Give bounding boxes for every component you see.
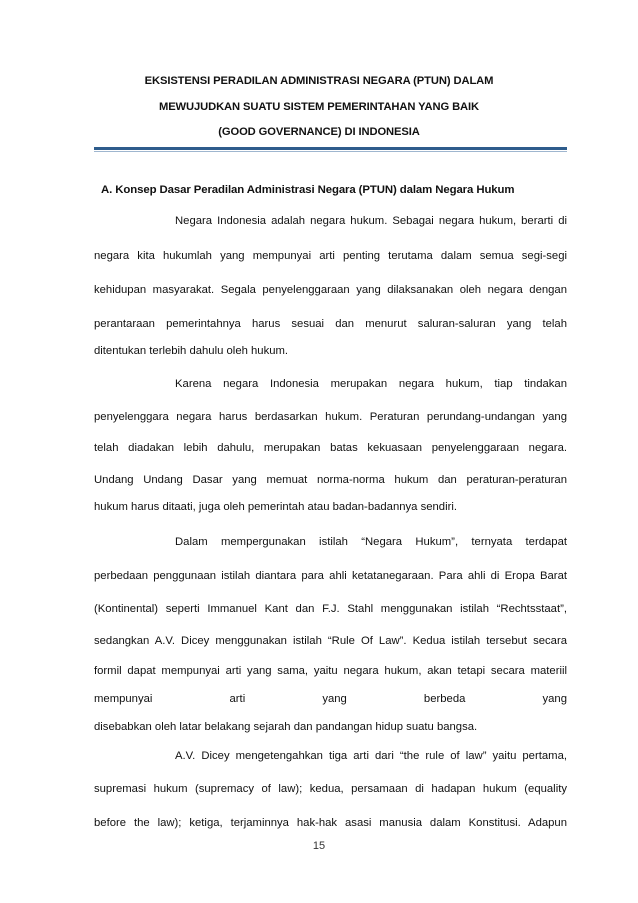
- section-heading: A. Konsep Dasar Peradilan Administrasi Negara (PTUN) dalam Negara Hukum: [101, 184, 515, 196]
- body-line: ditentukan terlebih dahulu oleh hukum.: [94, 345, 289, 357]
- body-line: telah diadakan lebih dahulu, merupakan batas kekuasaan penyelenggaraan negara.: [94, 442, 567, 454]
- body-line: perbedaan penggunaan istilah diantara para ahli ketatanegaraan. Para ahli di Eropa Barat: [94, 570, 567, 582]
- body-line: Dalam mempergunakan istilah “Negara Hukum”, ternyata terdapat: [175, 536, 567, 548]
- body-line: Negara Indonesia adalah negara hukum. Sebagai negara hukum, berarti di: [175, 215, 567, 227]
- body-line: disebabkan oleh latar belakang sejarah dan pandangan hidup suatu bangsa.: [94, 721, 478, 733]
- body-line: sedangkan A.V. Dicey menggunakan istilah “Rule Of Law”. Kedua istilah tersebut secara: [94, 635, 567, 647]
- body-line: (Kontinental) seperti Immanuel Kant dan F.J. Stahl menggunakan istilah “Rechtsstaat”,: [94, 603, 567, 615]
- body-line: penyelenggara negara harus berdasarkan hukum. Peraturan perundang-undangan yang: [94, 411, 567, 423]
- body-line: formil dapat mempunyai arti yang sama, yaitu negara hukum, akan tetapi secara materiil: [94, 665, 567, 677]
- page-number: 15: [312, 840, 326, 852]
- document-title-line-1: EKSISTENSI PERADILAN ADMINISTRASI NEGARA (PTUN) DALAM: [144, 75, 494, 87]
- title-divider-thin: [94, 151, 567, 152]
- body-line: A.V. Dicey mengetengahkan tiga arti dari “the rule of law” yaitu pertama,: [175, 750, 567, 762]
- body-line: mempunyai arti yang berbeda yang: [94, 693, 567, 705]
- body-line: negara kita hukumlah yang mempunyai arti penting terutama dalam semua segi-segi: [94, 250, 567, 262]
- title-divider: [94, 147, 567, 150]
- body-line: supremasi hukum (supremacy of law); kedua, persamaan di hadapan hukum (equality: [94, 783, 567, 795]
- body-line: Undang Undang Dasar yang memuat norma-norma hukum dan peraturan-peraturan: [94, 474, 567, 486]
- body-line: hukum harus ditaati, juga oleh pemerintah atau badan-badannya sendiri.: [94, 501, 458, 513]
- body-line: perantaraan pemerintahnya harus sesuai dan menurut saluran-saluran yang telah: [94, 318, 567, 330]
- body-line: kehidupan masyarakat. Segala penyelenggaraan yang dilaksanakan oleh negara dengan: [94, 284, 567, 296]
- document-title-line-3: (GOOD GOVERNANCE) DI INDONESIA: [218, 126, 420, 138]
- body-line: Karena negara Indonesia merupakan negara hukum, tiap tindakan: [175, 378, 567, 390]
- body-line: before the law); ketiga, terjaminnya hak-hak asasi manusia dalam Konstitusi. Adapun: [94, 817, 567, 829]
- document-title-line-2: MEWUJUDKAN SUATU SISTEM PEMERINTAHAN YANG BAIK: [158, 101, 480, 113]
